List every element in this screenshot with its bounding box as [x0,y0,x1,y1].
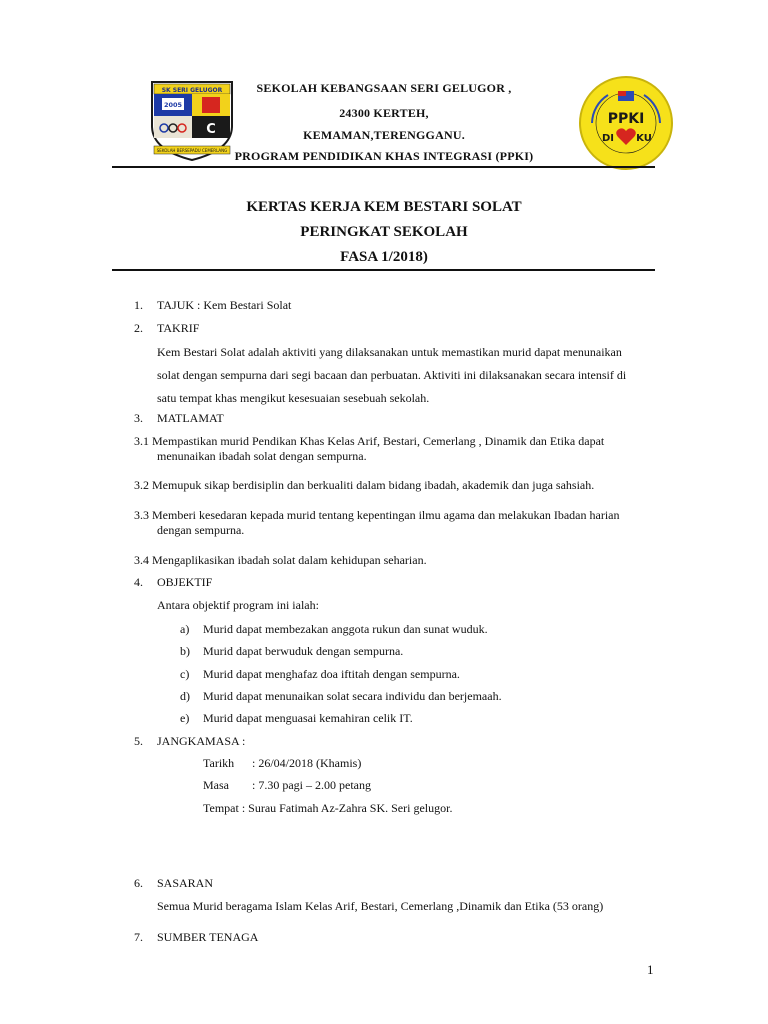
svg-text:C: C [206,122,216,137]
ppki-logo-di: DI [601,133,615,144]
objective-marker: d) [180,689,190,703]
objective-text: Murid dapat menguasai kemahiran celik IT. [203,711,413,725]
section-2-para-line-3: satu tempat khas mengikut kesesuaian sesebuah sekolah. [157,391,430,405]
crest-top-text: SK SERI GELUGOR [161,87,223,94]
section-4-heading: OBJEKTIF [157,575,213,589]
section-4-number: 4. [134,575,143,589]
ppki-logo-ku: KU [636,133,652,144]
crest-year: 2005 [163,101,183,109]
ppki-logo-text: PPKI [607,111,645,127]
section-2-heading: TAKRIF [157,321,200,335]
section-2-number: 2. [134,321,143,335]
objective-marker: c) [180,667,190,681]
document-title: KERTAS KERJA KEM BESTARI SOLAT [246,199,522,215]
goal-3-1-line-1: 3.1 Mempastikan murid Pendikan Khas Kelas Arif, Bestari, Cemerlang , Dinamik dan Etika dapat [134,434,605,448]
objective-intro: Antara objektif program ini ialah: [157,598,319,612]
objective-marker: e) [180,711,190,725]
objective-marker: b) [180,644,190,658]
section-2-para-line-2: solat dengan sempurna dari segi bacaan dan perbuatan. Aktiviti ini dilaksanakan secara intensif di [157,368,627,382]
objective-text: Murid dapat menunaikan solat secara individu dan berjemaah. [203,689,502,703]
time-label: Masa [203,778,229,792]
section-6-heading: SASARAN [157,876,214,890]
document-phase: FASA 1/2018) [340,249,428,265]
program-name: PROGRAM PENDIDIKAN KHAS INTEGRASI (PPKI) [234,149,534,163]
title-divider [112,269,655,271]
venue: Tempat : Surau Fatimah Az-Zahra SK. Seri gelugor. [203,801,453,815]
time-value: : 7.30 pagi – 2.00 petang [252,778,371,792]
ppki-logo [578,75,674,171]
section-3-number: 3. [134,411,143,425]
school-district: KEMAMAN,TERENGGANU. [303,128,465,142]
date-label: Tarikh [203,756,235,770]
section-6-number: 6. [134,876,143,890]
target-audience: Semua Murid beragama Islam Kelas Arif, Bestari, Cemerlang ,Dinamik dan Etika (53 orang) [157,899,604,913]
school-name: SEKOLAH KEBANGSAAN SERI GELUGOR , [256,81,512,95]
objective-text: Murid dapat membezakan anggota rukun dan sunat wuduk. [203,622,488,636]
section-1-number: 1. [134,298,143,312]
header-divider [112,166,655,168]
document-subtitle: PERINGKAT SEKOLAH [300,224,468,240]
section-7-heading: SUMBER TENAGA [157,930,259,944]
objective-text: Murid dapat menghafaz doa iftitah dengan sempurna. [203,667,460,681]
section-7-number: 7. [134,930,143,944]
section-5-heading: JANGKAMASA : [157,734,246,748]
section-5-number: 5. [134,734,143,748]
objective-marker: a) [180,622,190,636]
section-2-para-line-1: Kem Bestari Solat adalah aktiviti yang dilaksanakan untuk memastikan murid dapat menunaikan [157,345,622,359]
goal-3-1-line-2: menunaikan ibadah solat dengan sempurna. [157,449,367,463]
objective-text: Murid dapat berwuduk dengan sempurna. [203,644,404,658]
goal-3-3-line-1: 3.3 Memberi kesedaran kepada murid tentang kepentingan ilmu agama dan melakukan Ibadan harian [134,508,620,522]
section-3-heading: MATLAMAT [157,411,224,425]
goal-3-3-line-2: dengan sempurna. [157,523,245,537]
goal-3-4: 3.4 Mengaplikasikan ibadah solat dalam kehidupan seharian. [134,553,427,567]
page-number: 1 [647,962,654,977]
date-value: : 26/04/2018 (Khamis) [252,756,362,770]
section-1-heading: TAJUK : Kem Bestari Solat [157,298,292,312]
school-postcode: 24300 KERTEH, [339,106,429,120]
crest-motto: SEKOLAH BERSEPADU CEMERLANG [156,148,228,153]
goal-3-2: 3.2 Memupuk sikap berdisiplin dan berkualiti dalam bidang ibadah, akademik dan juga sahsiah. [134,478,595,492]
